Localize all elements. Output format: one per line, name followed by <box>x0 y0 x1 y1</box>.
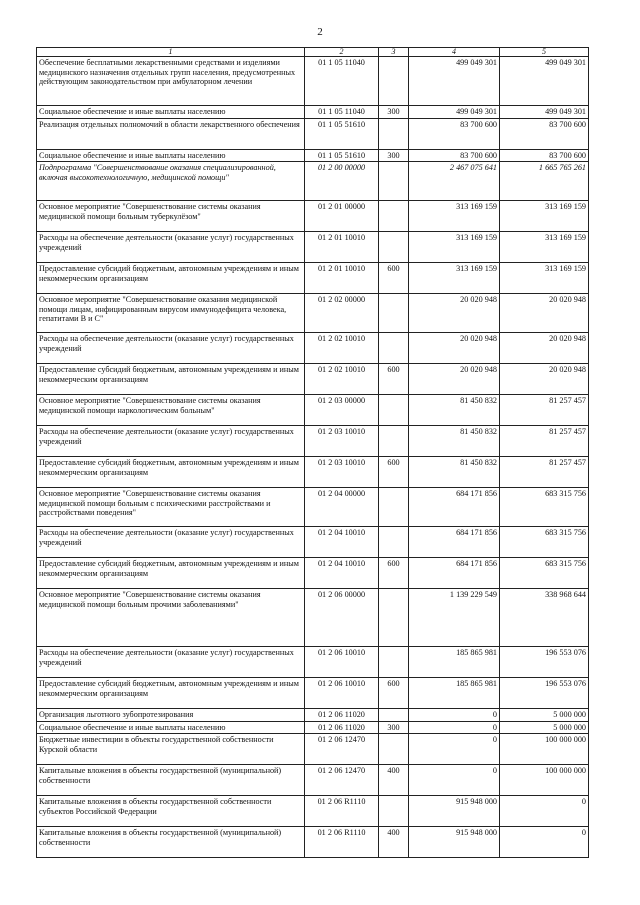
row-code: 01 2 01 10010 <box>305 232 379 263</box>
row-code: 01 2 06 10010 <box>305 647 379 678</box>
row-sum2: 338 968 644 <box>500 589 589 647</box>
row-code: 01 2 04 10010 <box>305 558 379 589</box>
row-sum2: 313 169 159 <box>500 263 589 294</box>
row-sum2: 313 169 159 <box>500 201 589 232</box>
row-sum2: 1 665 765 261 <box>500 162 589 201</box>
row-name: Реализация отдельных полномочий в области лекарственного обеспечения <box>37 118 305 149</box>
row-vr <box>379 709 409 722</box>
row-sum1: 185 865 981 <box>409 647 500 678</box>
col-header-vr: 3 <box>379 48 409 57</box>
row-sum1: 83 700 600 <box>409 149 500 162</box>
table-row <box>37 678 589 709</box>
table-row <box>37 765 589 796</box>
row-vr: 600 <box>379 263 409 294</box>
row-sum2: 81 257 457 <box>500 426 589 457</box>
row-vr <box>379 395 409 426</box>
table-row <box>37 201 589 232</box>
row-code: 01 2 06 R1110 <box>305 827 379 858</box>
row-vr <box>379 488 409 527</box>
row-sum1: 684 171 856 <box>409 558 500 589</box>
row-sum2: 499 049 301 <box>500 57 589 106</box>
table-row <box>37 162 589 201</box>
row-sum1: 0 <box>409 721 500 734</box>
row-code: 01 2 06 12470 <box>305 734 379 765</box>
row-sum2: 83 700 600 <box>500 118 589 149</box>
row-vr: 400 <box>379 827 409 858</box>
row-name: Основное мероприятие "Совершенствование системы оказания медицинской помощи больным с психическими расстройствами и расстройствами поведения" <box>37 488 305 527</box>
row-code: 01 2 06 12470 <box>305 765 379 796</box>
row-vr <box>379 527 409 558</box>
row-sum2: 81 257 457 <box>500 395 589 426</box>
row-name: Основное мероприятие "Совершенствование системы оказания медицинской помощи больным прочими заболеваниями" <box>37 589 305 647</box>
row-code: 01 2 06 10010 <box>305 678 379 709</box>
table-row <box>37 57 589 106</box>
row-sum2: 0 <box>500 796 589 827</box>
row-name: Капитальные вложения в объекты государственной (муниципальной) собственности <box>37 765 305 796</box>
row-code: 01 2 01 10010 <box>305 263 379 294</box>
table-row <box>37 796 589 827</box>
row-sum2: 81 257 457 <box>500 457 589 488</box>
table-row <box>37 527 589 558</box>
row-vr <box>379 734 409 765</box>
table-row <box>37 395 589 426</box>
row-sum1: 313 169 159 <box>409 263 500 294</box>
row-vr <box>379 162 409 201</box>
row-code: 01 2 03 00000 <box>305 395 379 426</box>
row-code: 01 2 03 10010 <box>305 457 379 488</box>
table-row <box>37 333 589 364</box>
budget-table <box>36 47 589 858</box>
row-sum2: 196 553 076 <box>500 647 589 678</box>
row-name: Капитальные вложения в объекты государственной (муниципальной) собственности <box>37 827 305 858</box>
table-row <box>37 589 589 647</box>
row-code: 01 1 05 51610 <box>305 118 379 149</box>
row-vr: 300 <box>379 149 409 162</box>
row-sum1: 0 <box>409 765 500 796</box>
row-sum1: 1 139 229 549 <box>409 589 500 647</box>
table-row <box>37 721 589 734</box>
row-vr <box>379 796 409 827</box>
row-sum1: 20 020 948 <box>409 364 500 395</box>
row-vr: 600 <box>379 364 409 395</box>
row-sum2: 20 020 948 <box>500 333 589 364</box>
row-sum1: 0 <box>409 734 500 765</box>
row-sum2: 499 049 301 <box>500 106 589 119</box>
row-code: 01 2 02 00000 <box>305 294 379 333</box>
row-code: 01 2 02 10010 <box>305 364 379 395</box>
col-header-sum2: 5 <box>500 48 589 57</box>
row-code: 01 2 04 10010 <box>305 527 379 558</box>
table-row <box>37 149 589 162</box>
row-name: Основное мероприятие "Совершенствование системы оказания медицинской помощи больным туберкулёзом" <box>37 201 305 232</box>
row-sum1: 81 450 832 <box>409 426 500 457</box>
row-sum1: 81 450 832 <box>409 457 500 488</box>
row-vr <box>379 294 409 333</box>
row-name: Расходы на обеспечение деятельности (оказание услуг) государственных учреждений <box>37 527 305 558</box>
row-name: Организация льготного зубопротезирования <box>37 709 305 722</box>
row-sum1: 499 049 301 <box>409 57 500 106</box>
row-sum2: 100 000 000 <box>500 734 589 765</box>
row-name: Предоставление субсидий бюджетным, автономным учреждениям и иным некоммерческим организациям <box>37 263 305 294</box>
row-vr <box>379 647 409 678</box>
table-row <box>37 457 589 488</box>
row-name: Бюджетные инвестиции в объекты государственной собственности Курской области <box>37 734 305 765</box>
table-row <box>37 827 589 858</box>
row-sum1: 83 700 600 <box>409 118 500 149</box>
row-sum1: 684 171 856 <box>409 527 500 558</box>
table-row <box>37 647 589 678</box>
row-sum2: 5 000 000 <box>500 709 589 722</box>
row-vr <box>379 201 409 232</box>
row-vr <box>379 118 409 149</box>
row-sum1: 684 171 856 <box>409 488 500 527</box>
row-sum2: 313 169 159 <box>500 232 589 263</box>
table-row <box>37 364 589 395</box>
row-name: Обеспечение бесплатными лекарственными средствами и изделиями медицинского назначения отдельных групп населения, предусмотренных действующим законодательством при амбулаторном лечении <box>37 57 305 106</box>
row-name: Расходы на обеспечение деятельности (оказание услуг) государственных учреждений <box>37 232 305 263</box>
col-header-code: 2 <box>305 48 379 57</box>
row-name: Основное мероприятие "Совершенствование оказания медицинской помощи лицам, инфицированным вирусом иммунодефицита человека, гепатитами В и С" <box>37 294 305 333</box>
row-sum1: 915 948 000 <box>409 796 500 827</box>
row-sum1: 20 020 948 <box>409 294 500 333</box>
row-name: Предоставление субсидий бюджетным, автономным учреждениям и иным некоммерческим организациям <box>37 558 305 589</box>
row-name: Социальное обеспечение и иные выплаты населению <box>37 721 305 734</box>
col-header-name: 1 <box>37 48 305 57</box>
row-sum2: 683 315 756 <box>500 488 589 527</box>
row-vr: 600 <box>379 558 409 589</box>
row-sum2: 100 000 000 <box>500 765 589 796</box>
row-sum2: 5 000 000 <box>500 721 589 734</box>
table-row <box>37 232 589 263</box>
table-row <box>37 734 589 765</box>
row-name: Расходы на обеспечение деятельности (оказание услуг) государственных учреждений <box>37 333 305 364</box>
row-name: Социальное обеспечение и иные выплаты населению <box>37 106 305 119</box>
row-code: 01 2 00 00000 <box>305 162 379 201</box>
row-name: Подпрограмма "Совершенствование оказания специализированной, включая высокотехнологичную, медицинской помощи" <box>37 162 305 201</box>
table-row <box>37 118 589 149</box>
row-sum1: 915 948 000 <box>409 827 500 858</box>
row-code: 01 2 03 10010 <box>305 426 379 457</box>
row-sum2: 20 020 948 <box>500 294 589 333</box>
row-vr <box>379 232 409 263</box>
row-code: 01 2 02 10010 <box>305 333 379 364</box>
row-vr <box>379 589 409 647</box>
row-sum1: 20 020 948 <box>409 333 500 364</box>
row-sum2: 683 315 756 <box>500 558 589 589</box>
row-code: 01 2 01 00000 <box>305 201 379 232</box>
row-code: 01 1 05 11040 <box>305 57 379 106</box>
row-name: Основное мероприятие "Совершенствование системы оказания медицинской помощи наркологическим больным" <box>37 395 305 426</box>
row-vr <box>379 426 409 457</box>
row-code: 01 2 06 R1110 <box>305 796 379 827</box>
table-row <box>37 426 589 457</box>
col-header-sum1: 4 <box>409 48 500 57</box>
row-sum1: 81 450 832 <box>409 395 500 426</box>
row-sum2: 683 315 756 <box>500 527 589 558</box>
row-name: Предоставление субсидий бюджетным, автономным учреждениям и иным некоммерческим организациям <box>37 457 305 488</box>
row-vr <box>379 57 409 106</box>
row-name: Расходы на обеспечение деятельности (оказание услуг) государственных учреждений <box>37 647 305 678</box>
row-code: 01 1 05 11040 <box>305 106 379 119</box>
row-name: Капитальные вложения в объекты государственной собственности субъектов Российской Федерации <box>37 796 305 827</box>
row-sum1: 313 169 159 <box>409 232 500 263</box>
row-sum2: 20 020 948 <box>500 364 589 395</box>
row-code: 01 1 05 51610 <box>305 149 379 162</box>
row-vr: 600 <box>379 678 409 709</box>
table-row <box>37 263 589 294</box>
row-vr: 600 <box>379 457 409 488</box>
row-sum1: 313 169 159 <box>409 201 500 232</box>
row-name: Расходы на обеспечение деятельности (оказание услуг) государственных учреждений <box>37 426 305 457</box>
row-code: 01 2 06 11020 <box>305 721 379 734</box>
table-row <box>37 488 589 527</box>
row-name: Предоставление субсидий бюджетным, автономным учреждениям и иным некоммерческим организациям <box>37 364 305 395</box>
row-vr: 300 <box>379 106 409 119</box>
row-vr <box>379 333 409 364</box>
table-row <box>37 558 589 589</box>
row-code: 01 2 06 11020 <box>305 709 379 722</box>
row-sum2: 83 700 600 <box>500 149 589 162</box>
row-sum1: 0 <box>409 709 500 722</box>
row-vr: 400 <box>379 765 409 796</box>
table-row <box>37 294 589 333</box>
table-header-row <box>37 48 589 57</box>
table-row <box>37 106 589 119</box>
row-code: 01 2 04 00000 <box>305 488 379 527</box>
row-sum1: 185 865 981 <box>409 678 500 709</box>
table-row <box>37 709 589 722</box>
row-sum1: 2 467 075 641 <box>409 162 500 201</box>
page-number: 2 <box>317 26 323 38</box>
row-name: Социальное обеспечение и иные выплаты населению <box>37 149 305 162</box>
row-code: 01 2 06 00000 <box>305 589 379 647</box>
row-vr: 300 <box>379 721 409 734</box>
row-sum2: 0 <box>500 827 589 858</box>
row-sum2: 196 553 076 <box>500 678 589 709</box>
row-name: Предоставление субсидий бюджетным, автономным учреждениям и иным некоммерческим организациям <box>37 678 305 709</box>
row-sum1: 499 049 301 <box>409 106 500 119</box>
